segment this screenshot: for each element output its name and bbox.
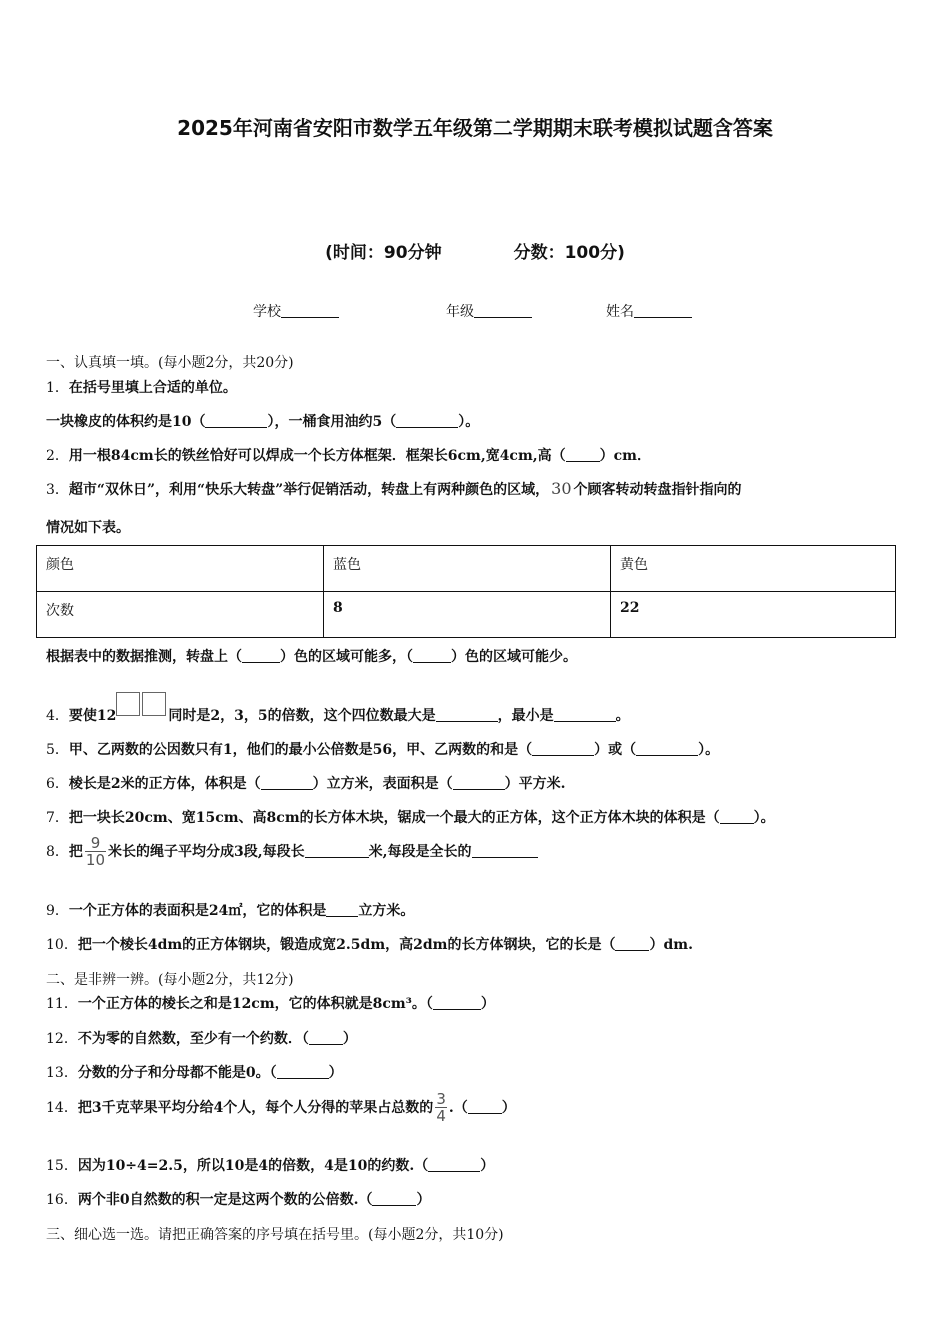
- q13-blank[interactable]: [277, 1065, 329, 1079]
- question-1-line2: [46, 411, 479, 431]
- q5-number: 5．: [46, 742, 69, 758]
- table-header-cell: 颜色: [37, 546, 324, 592]
- fraction-3-4: [435, 1092, 447, 1124]
- q3-blank-2[interactable]: [413, 649, 451, 663]
- digit-box-1[interactable]: [116, 692, 140, 716]
- question-15: [46, 1155, 494, 1175]
- question-4: [46, 692, 630, 725]
- table-cell: 次数: [37, 592, 324, 638]
- q14-part-b: .（: [448, 1100, 468, 1116]
- q4-part-b: 同时是2，3，5的倍数，这个四位数最大是: [168, 708, 436, 724]
- name-field: [606, 301, 692, 321]
- q6-blank-1[interactable]: [261, 776, 313, 790]
- q3-after-c: ）色的区域可能少。: [451, 649, 577, 665]
- q13-part-a: 分数的分子和分母都不能是0。（: [77, 1065, 277, 1081]
- grade-label: 年级: [446, 304, 474, 320]
- question-12: [46, 1028, 357, 1048]
- q13-number: 13．: [46, 1065, 78, 1081]
- time-label: (时间：90分钟: [325, 243, 442, 263]
- q5-blank-1[interactable]: [532, 742, 594, 756]
- q6-part-b: ）立方米，表面积是（: [312, 776, 453, 792]
- q15-number: 15．: [46, 1158, 78, 1174]
- q6-part-a: 棱长是2米的正方体，体积是（: [68, 776, 261, 792]
- q2-number: 2．: [46, 448, 69, 464]
- q1-text: 在括号里填上合适的单位。: [68, 380, 237, 396]
- q10-part-b: ）dm.: [649, 937, 693, 953]
- q15-part-a: 因为10÷4=2.5，所以10是4的倍数，4是10的约数.（: [77, 1158, 429, 1174]
- question-16: [46, 1189, 430, 1209]
- question-13: [46, 1062, 343, 1082]
- section2-heading: 二、是非辨一辨。(每小题2分，共12分): [46, 972, 294, 988]
- q10-blank[interactable]: [615, 937, 649, 951]
- q8-number: 8．: [46, 844, 69, 860]
- q11-number: 11．: [46, 996, 78, 1012]
- q4-part-c: ，最小是: [497, 708, 554, 724]
- fraction-numerator: 3: [436, 1090, 446, 1108]
- q12-part-a: 不为零的自然数，至少有一个约数．（: [77, 1031, 309, 1047]
- q9-part-b: 立方米。: [358, 903, 415, 919]
- q4-part-d: 。: [615, 708, 630, 724]
- q4-blank-2[interactable]: [554, 708, 616, 722]
- q3-part-a: 超市“双休日”，利用“快乐大转盘”举行促销活动，转盘上有两种颜色的区域，: [68, 482, 550, 498]
- q1-part-b: ），一桶食用油约5（: [267, 414, 397, 430]
- q1-blank-1[interactable]: [205, 414, 267, 428]
- name-blank[interactable]: [634, 303, 692, 318]
- table-cell: 8: [324, 592, 611, 638]
- fraction-9-10: [85, 836, 106, 868]
- question-3-after: [46, 646, 577, 666]
- q3-after-a: 根据表中的数据推测，转盘上（: [46, 649, 242, 665]
- q9-part-a: 一个正方体的表面积是24㎡，它的体积是: [68, 903, 327, 919]
- q2-blank[interactable]: [566, 448, 600, 462]
- question-3: [46, 479, 742, 499]
- question-5: [46, 739, 719, 759]
- question-10: [46, 934, 693, 954]
- table-header-cell: 黄色: [611, 546, 896, 592]
- q5-part-b: ）或（: [594, 742, 637, 758]
- name-label: 姓名: [606, 304, 634, 320]
- fraction-denominator: 10: [85, 851, 106, 869]
- question-3-line2: 情况如下表。: [46, 520, 130, 536]
- q5-blank-2[interactable]: [636, 742, 698, 756]
- fraction-numerator: 9: [90, 834, 101, 852]
- q11-part-b: ）: [480, 996, 495, 1012]
- fraction-denominator: 4: [436, 1107, 446, 1125]
- q11-blank[interactable]: [433, 996, 481, 1010]
- q7-blank[interactable]: [720, 810, 754, 824]
- exam-meta: [0, 238, 950, 263]
- q14-number: 14．: [46, 1100, 78, 1116]
- q4-blank-1[interactable]: [436, 708, 498, 722]
- q3-number: 3．: [46, 482, 69, 498]
- q7-part-a: 把一块长20cm、宽15cm、高8cm的长方体木块，锯成一个最大的正方体，这个正方体木块的体积是（: [68, 810, 720, 826]
- q3-after-b: ）色的区域可能多，（: [280, 649, 413, 665]
- q12-blank[interactable]: [309, 1031, 343, 1045]
- question-14: [46, 1092, 516, 1124]
- grade-blank[interactable]: [474, 303, 532, 318]
- school-field: [253, 301, 339, 321]
- question-11: [46, 993, 495, 1013]
- q8-part-b: 米长的绳子平均分成3段,每段长: [108, 844, 305, 860]
- color-count-table: [36, 545, 896, 638]
- question-7: [46, 807, 775, 827]
- q16-blank[interactable]: [372, 1192, 416, 1206]
- question-6: [46, 773, 566, 793]
- question-9: [46, 900, 414, 920]
- q3-number-30: 30: [551, 479, 572, 498]
- q1-number: 1．: [46, 380, 69, 396]
- q14-blank[interactable]: [468, 1100, 502, 1114]
- q3-part-b: 个顾客转动转盘指针指向的: [573, 482, 742, 498]
- q8-blank-1[interactable]: [305, 844, 369, 858]
- q15-part-b: ）: [480, 1158, 495, 1174]
- q16-part-b: ）: [416, 1192, 431, 1208]
- school-blank[interactable]: [281, 303, 339, 318]
- q1-part-c: ）。: [458, 414, 480, 430]
- score-label: 分数：100分): [513, 243, 625, 263]
- q8-blank-2[interactable]: [472, 844, 538, 858]
- question-2: [46, 445, 651, 465]
- table-row: [37, 546, 896, 592]
- q10-number: 10．: [46, 937, 78, 953]
- q6-part-c: ）平方米.: [504, 776, 566, 792]
- q8-part-c: 米,每段是全长的: [368, 844, 472, 860]
- q3-blank-1[interactable]: [242, 649, 280, 663]
- q11-part-a: 一个正方体的棱长之和是12cm，它的体积就是8cm³。（: [77, 996, 433, 1012]
- q13-part-b: ）: [328, 1065, 343, 1081]
- q14-part-c: ）: [501, 1100, 516, 1116]
- q15-blank[interactable]: [428, 1158, 480, 1172]
- q9-number: 9．: [46, 903, 69, 919]
- section3-heading: 三、细心选一选。请把正确答案的序号填在括号里。(每小题2分，共10分): [46, 1227, 504, 1243]
- q1-part-a: 一块橡皮的体积约是10（: [46, 414, 206, 430]
- grade-field: [446, 301, 532, 321]
- q16-number: 16．: [46, 1192, 78, 1208]
- q5-part-c: ）。: [698, 742, 720, 758]
- q6-blank-2[interactable]: [453, 776, 505, 790]
- table-cell: 22: [611, 592, 896, 638]
- question-8: [46, 836, 538, 868]
- table-header-cell: 蓝色: [324, 546, 611, 592]
- q7-part-b: ）。: [753, 810, 775, 826]
- page-title: 2025年河南省安阳市数学五年级第二学期期末联考模拟试题含答案: [177, 116, 773, 140]
- q5-part-a: 甲、乙两数的公因数只有1，他们的最小公倍数是56，甲、乙两数的和是（: [68, 742, 533, 758]
- q14-part-a: 把3千克苹果平均分给4个人，每个人分得的苹果占总数的: [77, 1100, 434, 1116]
- q4-number: 4．: [46, 708, 69, 724]
- q16-part-a: 两个非0自然数的积一定是这两个数的公倍数.（: [77, 1192, 373, 1208]
- table-row: [37, 592, 896, 638]
- q4-part-a: 要使12: [68, 708, 117, 724]
- q6-number: 6．: [46, 776, 69, 792]
- q10-part-a: 把一个棱长4dm的正方体钢块，锻造成宽2.5dm，高2dm的长方体钢块，它的长是（: [77, 937, 616, 953]
- q9-blank[interactable]: [326, 903, 358, 917]
- q7-number: 7．: [46, 810, 69, 826]
- q12-number: 12．: [46, 1031, 78, 1047]
- question-1: [46, 377, 237, 397]
- school-label: 学校: [253, 304, 281, 320]
- q1-blank-2[interactable]: [396, 414, 458, 428]
- q2-part-a: 用一根84cm长的铁丝恰好可以焊成一个长方体框架．框架长6cm,宽4cm,高（: [68, 448, 566, 464]
- digit-box-2[interactable]: [142, 692, 166, 716]
- q8-part-a: 把: [68, 844, 83, 860]
- section1-heading: 一、认真填一填。(每小题2分，共20分): [46, 355, 294, 371]
- q12-part-b: ）: [342, 1031, 357, 1047]
- q2-part-b: ）cm．: [599, 448, 651, 464]
